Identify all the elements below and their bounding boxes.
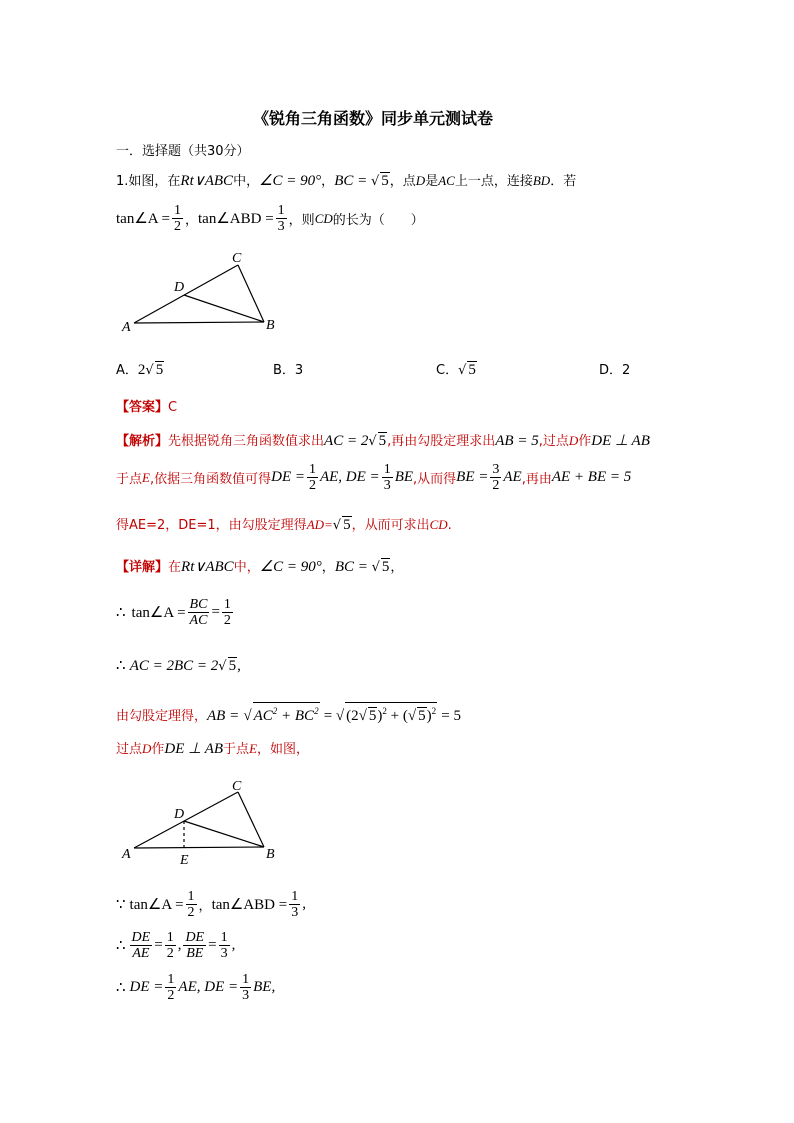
detail-final-line: ∴ DE = $\frac{1}{2}$ AE, DE = $\frac{1}{3}$ BE, <box>116 972 276 1003</box>
page-title: 《锐角三角函数》同步单元测试卷 <box>253 109 494 128</box>
option-a[interactable]: A．2√ 5 <box>116 362 164 378</box>
option-d[interactable]: D．2 <box>599 363 631 378</box>
detail-ac-line: ∴ AC = 2BC = 2√ 5, <box>116 658 241 674</box>
detail-ratio-line: ∴ $\frac{DE}{AE}$ = $\frac{1}{2}$ , $\frac{DE}{BE}$ = $\frac{1}{3}$ , <box>116 930 236 961</box>
fig2-label-d: D <box>174 807 185 822</box>
analysis-line-1: 【解析】先根据锐角三角函数值求出AC = 2√ 5,再由勾股定理求出AB = 5,过点D作DE ⊥ AB <box>116 433 650 449</box>
fig2-label-c: C <box>232 779 242 794</box>
fig2-label-e: E <box>180 853 189 868</box>
question-1-line-2: tan∠A = $\frac{1}{2}$ ， tan∠ABD = $\frac{1}{3}$ ，则 CD 的长为（ ） <box>116 203 424 234</box>
detail-draw-line: 过点D作DE ⊥ AB于点E，如图， <box>116 741 310 757</box>
detail-tan-line: ∴ tan∠A = $\frac{BC}{AC}$ = $\frac{1}{2}$ <box>116 597 231 628</box>
answer-line: 【答案】C <box>116 400 178 415</box>
detail-pythagoras-line: 由勾股定理得，AB = √ $AC^2 + BC^2$ = √ (2√ 5)$^2$ + (√ 5)$^2$ = 5 <box>116 702 461 725</box>
fig2-label-b: B <box>266 847 275 862</box>
analysis-line-3: 得AE=2，DE=1，由勾股定理得AD=√ 5，从而可求出CD. <box>116 517 452 533</box>
option-c[interactable]: C．√ 5 <box>436 362 476 378</box>
fig1-label-d: D <box>174 280 185 295</box>
section-heading: 一．选择题（共30分） <box>116 144 250 159</box>
question-1-line-1: 1.如图，在Rt∨ABC中，∠C = 90°，BC = √ 5，点D是AC上一点，连接BD．若 <box>116 173 577 189</box>
fig2-label-a: A <box>122 847 131 862</box>
triangle-figure-1 <box>116 245 286 340</box>
analysis-line-2: 于点 E ,依据三角函数值可得 DE = $\frac{1}{2}$ AE, DE = $\frac{1}{3}$ BE ,从而得 BE = $\frac{3}{2}$ AE ,再由 AE + BE = 5 <box>116 462 632 493</box>
detail-because-line: ∵ tan∠A = $\frac{1}{2}$ ， tan∠ABD = $\frac{1}{3}$ , <box>116 889 306 920</box>
detail-line-1: 【详解】在Rt∨ABC中，∠C = 90°，BC = √ 5， <box>116 559 404 575</box>
fig1-label-b: B <box>266 318 275 333</box>
triangle-figure-2 <box>116 772 286 872</box>
fig1-label-a: A <box>122 320 131 335</box>
fig1-label-c: C <box>232 251 242 266</box>
option-b[interactable]: B．3 <box>273 363 304 378</box>
